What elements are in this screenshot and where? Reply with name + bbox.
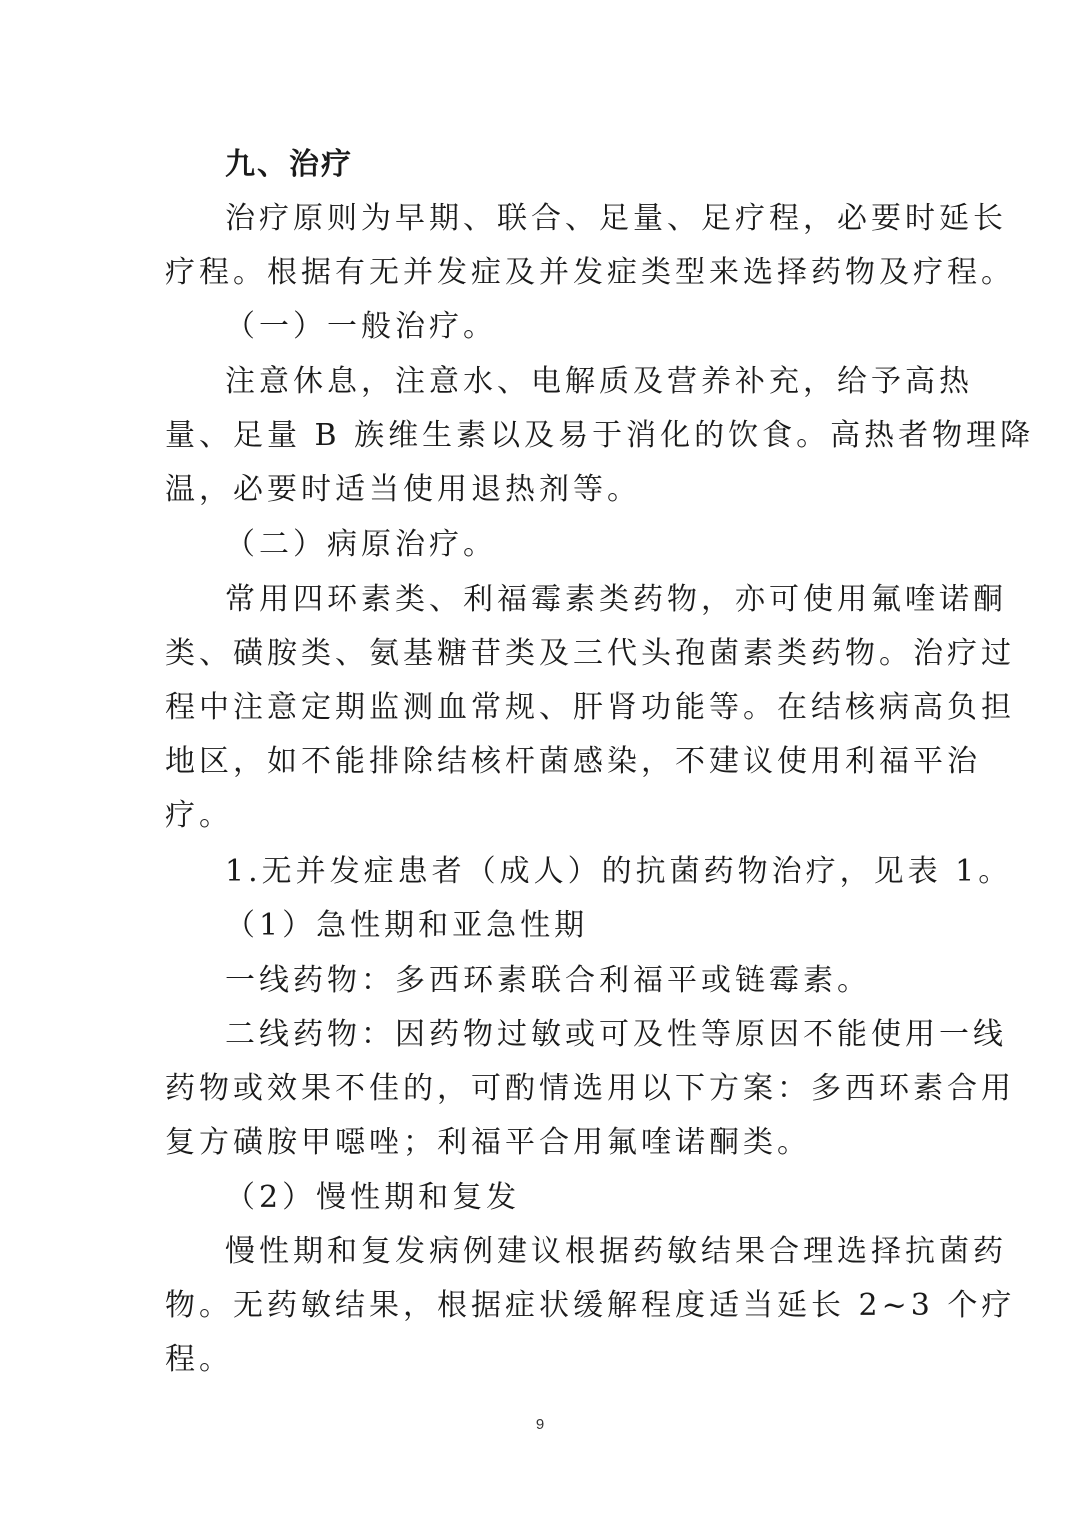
uncomplicated-heading: 1.无并发症患者（成人）的抗菌药物治疗，见表 1。 xyxy=(225,854,1013,889)
etiologic-treatment-line-4: 地区，如不能排除结核杆菌感染，不建议使用利福平治 xyxy=(165,744,981,779)
general-treatment-heading: （一）一般治疗。 xyxy=(225,309,497,344)
chronic-phase-line-2: 物。无药敏结果，根据症状缓解程度适当延长 2~3 个疗 xyxy=(165,1288,1016,1323)
first-line-drugs: 一线药物：多西环素联合利福平或链霉素。 xyxy=(225,963,871,998)
etiologic-treatment-line-1: 常用四环素类、利福霉素类药物，亦可使用氟喹诺酮 xyxy=(225,582,1007,617)
general-treatment-line-2: 量、足量 B 族维生素以及易于消化的饮食。高热者物理降 xyxy=(165,418,1035,453)
chronic-phase-heading: （2）慢性期和复发 xyxy=(225,1180,521,1215)
second-line-drugs-line-3: 复方磺胺甲噁唑；利福平合用氟喹诺酮类。 xyxy=(165,1125,811,1160)
principle-line-1: 治疗原则为早期、联合、足量、足疗程，必要时延长 xyxy=(225,201,1007,236)
acute-phase-heading: （1）急性期和亚急性期 xyxy=(225,908,589,943)
general-treatment-line-3: 温，必要时适当使用退热剂等。 xyxy=(165,472,641,507)
chronic-phase-line-1: 慢性期和复发病例建议根据药敏结果合理选择抗菌药 xyxy=(225,1234,1007,1269)
chronic-phase-line-3: 程。 xyxy=(165,1342,233,1377)
general-treatment-line-1: 注意休息，注意水、电解质及营养补充，给予高热 xyxy=(225,364,973,399)
page-number: 9 xyxy=(535,1416,545,1433)
etiologic-treatment-line-2: 类、磺胺类、氨基糖苷类及三代头孢菌素类药物。治疗过 xyxy=(165,636,1015,671)
etiologic-treatment-line-3: 程中注意定期监测血常规、肝肾功能等。在结核病高负担 xyxy=(165,690,1015,725)
etiologic-treatment-line-5: 疗。 xyxy=(165,798,233,833)
etiologic-treatment-heading: （二）病原治疗。 xyxy=(225,527,497,562)
principle-line-2: 疗程。根据有无并发症及并发症类型来选择药物及疗程。 xyxy=(165,255,1015,290)
section-heading: 九、治疗 xyxy=(225,147,353,182)
second-line-drugs-line-2: 药物或效果不佳的，可酌情选用以下方案：多西环素合用 xyxy=(165,1071,1015,1106)
second-line-drugs-line-1: 二线药物：因药物过敏或可及性等原因不能使用一线 xyxy=(225,1017,1007,1052)
